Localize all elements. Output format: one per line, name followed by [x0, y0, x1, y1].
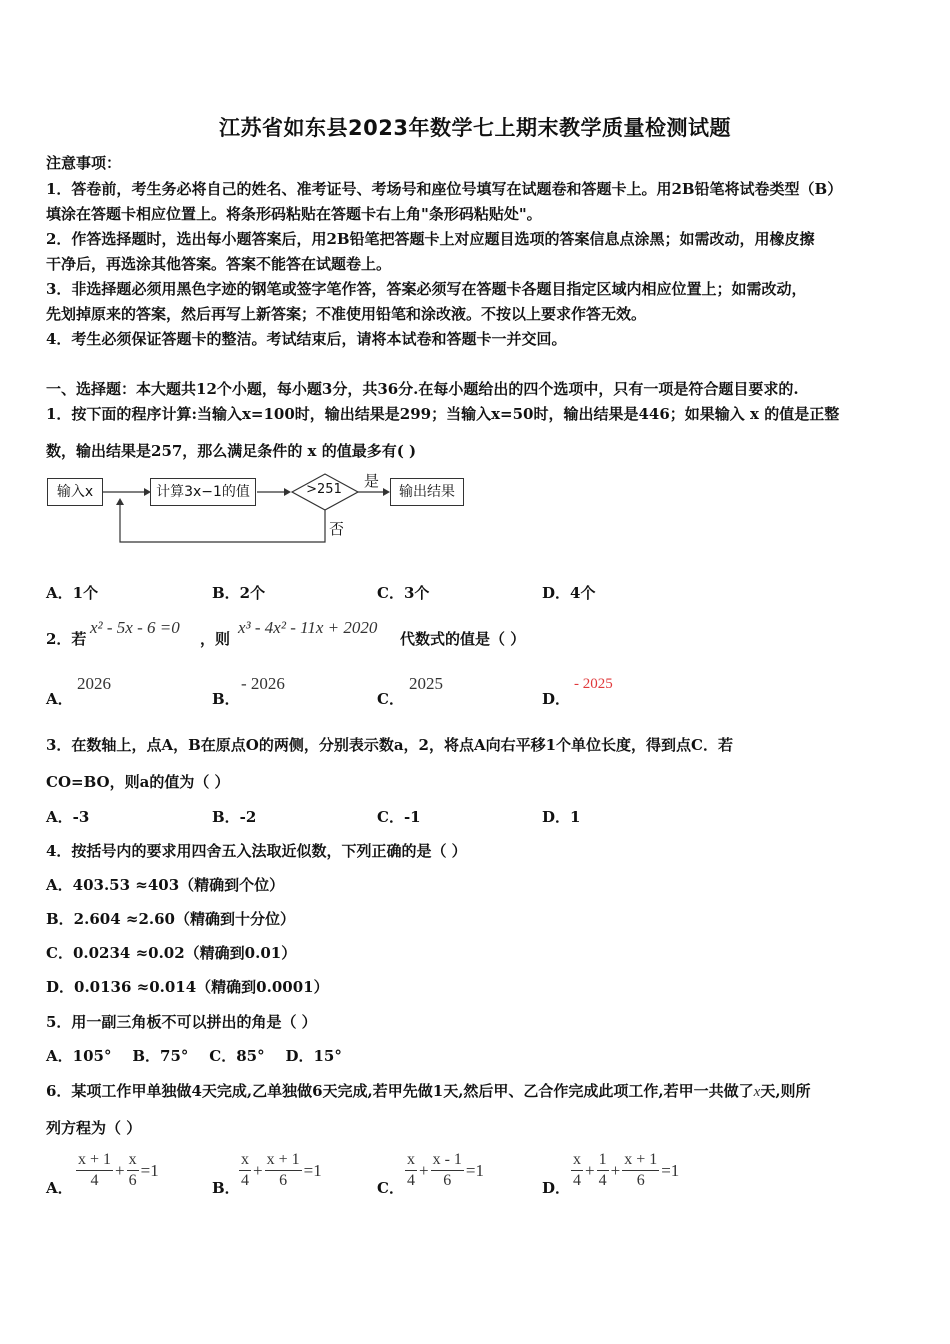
question-5-options: A．105° B．75° C．85° D．15° [46, 1047, 342, 1065]
option-c: C．3个 [377, 584, 430, 602]
flow-input-box: 输入x [47, 478, 103, 506]
option-b: B．2个 [212, 584, 266, 602]
notice-line: 干净后，再选涂其他答案。答案不能答在试题卷上。 [46, 255, 392, 273]
question-2-suffix: 代数式的值是（ ） [400, 630, 526, 648]
question-1-stem: 数，输出结果是257，那么满足条件的 x 的值最多有( ) [46, 442, 417, 460]
option-d-label: D． [542, 690, 571, 708]
question-2-prefix: 2．若 [46, 630, 87, 648]
option-a-equation: $\frac{x + 1}{4}$ + $\frac{x}{6}$ =1 [78, 1151, 159, 1189]
question-2-then: ，则 [200, 630, 231, 648]
notice-heading: 注意事项： [46, 154, 122, 172]
question-4-stem: 4．按括号内的要求用四舍五入法取近似数，下列正确的是（ ） [46, 842, 467, 860]
flow-loop-line [120, 504, 325, 542]
question-5-stem: 5．用一副三角板不可以拼出的角是（ ） [46, 1013, 317, 1031]
option-d: D．1 [542, 808, 581, 826]
fraction: $\frac{x}{4}$ [241, 1151, 249, 1189]
notice-line: 1．答卷前，考生务必将自己的姓名、准考证号、考场号和座位号填写在试题卷和答题卡上。用2B铅笔将试卷类型（B） [46, 180, 843, 198]
option-a-label: A． [46, 690, 73, 708]
fraction: $\frac{1}{4}$ [598, 1151, 607, 1189]
fraction: $\frac{x + 1}{6}$ [624, 1151, 658, 1189]
option-b-value: - 2026 [241, 674, 285, 693]
option-d: D．0.0136 ≈0.014（精确到0.0001） [46, 978, 329, 996]
notice-line: 4．考生必须保证答题卡的整洁。考试结束后，请将本试卷和答题卡一并交回。 [46, 330, 567, 348]
page-title: 江苏省如东县2023年数学七上期末教学质量检测试题 [219, 116, 731, 140]
flow-arrowhead [116, 498, 124, 505]
notice-line: 填涂在答题卡相应位置上。将条形码粘贴在答题卡右上角"条形码粘贴处"。 [46, 205, 542, 223]
flow-arrowhead [284, 488, 291, 496]
option-a: A．-3 [46, 808, 90, 826]
fraction: $\frac{x + 1}{4}$ [78, 1151, 112, 1189]
flow-output-box: 输出结果 [390, 478, 464, 506]
section-heading: 一、选择题：本大题共12个小题，每小题3分，共36分.在每小题给出的四个选项中，只有一项是符合题目要求的. [46, 380, 799, 398]
question-2-expression: x³ - 4x² - 11x + 2020 [238, 618, 378, 637]
fraction: $\frac{x - 1}{6}$ [432, 1151, 462, 1189]
fraction: $\frac{x}{6}$ [128, 1151, 137, 1189]
option-b: B．2.604 ≈2.60（精确到十分位） [46, 910, 295, 928]
option-a-value: 2026 [77, 674, 111, 693]
fraction: $\frac{x}{4}$ [573, 1151, 581, 1189]
option-b-label: B． [212, 1179, 240, 1197]
notice-line: 3．非选择题必须用黑色字迹的钢笔或签字笔作答，答案必须写在答题卡各题目指定区域内相应位置上；如需改动， [46, 280, 807, 298]
question-6-stem-part: 6．某项工作甲单独做4天完成,乙单独做6天完成,若甲先做1天,然后甲、乙合作完成此项工作,若甲一共做了 [46, 1082, 754, 1100]
option-d-label: D． [542, 1179, 571, 1197]
option-a-label: A． [46, 1179, 73, 1197]
option-a: A．403.53 ≈403（精确到个位） [46, 876, 285, 894]
option-c: C．-1 [377, 808, 421, 826]
option-d: D．4个 [542, 584, 596, 602]
option-d-value: - 2025 [574, 676, 613, 692]
question-6-stem-part: 天,则所 [760, 1082, 811, 1100]
option-d-equation: $\frac{x}{4}$ + $\frac{1}{4}$ + $\frac{x + 1}{6}$ =1 [573, 1151, 680, 1189]
question-2-equation: x² - 5x - 6 =0 [90, 618, 180, 637]
option-c-equation: $\frac{x}{4}$ + $\frac{x - 1}{6}$ =1 [407, 1151, 485, 1189]
option-c: C．0.0234 ≈0.02（精确到0.01） [46, 944, 297, 962]
notice-line: 2．作答选择题时，选出每小题答案后，用2B铅笔把答题卡上对应题目选项的答案信息点涂黑；如需改动，用橡皮擦 [46, 230, 815, 248]
question-3-stem: 3．在数轴上，点A，B在原点O的两侧，分别表示数a，2，将点A向右平移1个单位长度，得到点C．若 [46, 736, 733, 754]
question-1-stem: 1．按下面的程序计算:当输入x=100时，输出结果是299；当输入x=50时，输出结果是446；如果输入 x 的值是正整 [46, 405, 840, 423]
fraction: $\frac{x}{4}$ [407, 1151, 415, 1189]
flow-arrowhead [383, 488, 390, 496]
question-3-stem: CO=BO，则a的值为（ ） [46, 773, 230, 791]
option-b: B．-2 [212, 808, 257, 826]
option-b-equation: $\frac{x}{4}$ + $\frac{x + 1}{6}$ =1 [241, 1151, 322, 1189]
question-6-stem [46, 1080, 811, 1101]
flow-yes-label: 是 [364, 472, 380, 490]
flow-no-label: 否 [329, 520, 345, 538]
question-6-variable: x [753, 1084, 761, 1100]
fraction: $\frac{x + 1}{6}$ [266, 1151, 300, 1189]
option-c-value: 2025 [409, 674, 443, 693]
option-c-label: C． [377, 1179, 404, 1197]
option-a: A．1个 [46, 584, 99, 602]
flow-calc-box: 计算3x−1的值 [150, 478, 256, 506]
option-c-label: C． [377, 690, 404, 708]
notice-line: 先划掉原来的答案，然后再写上新答案；不准使用铅笔和涂改液。不按以上要求作答无效。 [46, 305, 647, 323]
option-b-label: B． [212, 690, 240, 708]
question-6-stem: 列方程为（ ） [46, 1119, 142, 1137]
flow-condition: >251 [306, 482, 342, 497]
